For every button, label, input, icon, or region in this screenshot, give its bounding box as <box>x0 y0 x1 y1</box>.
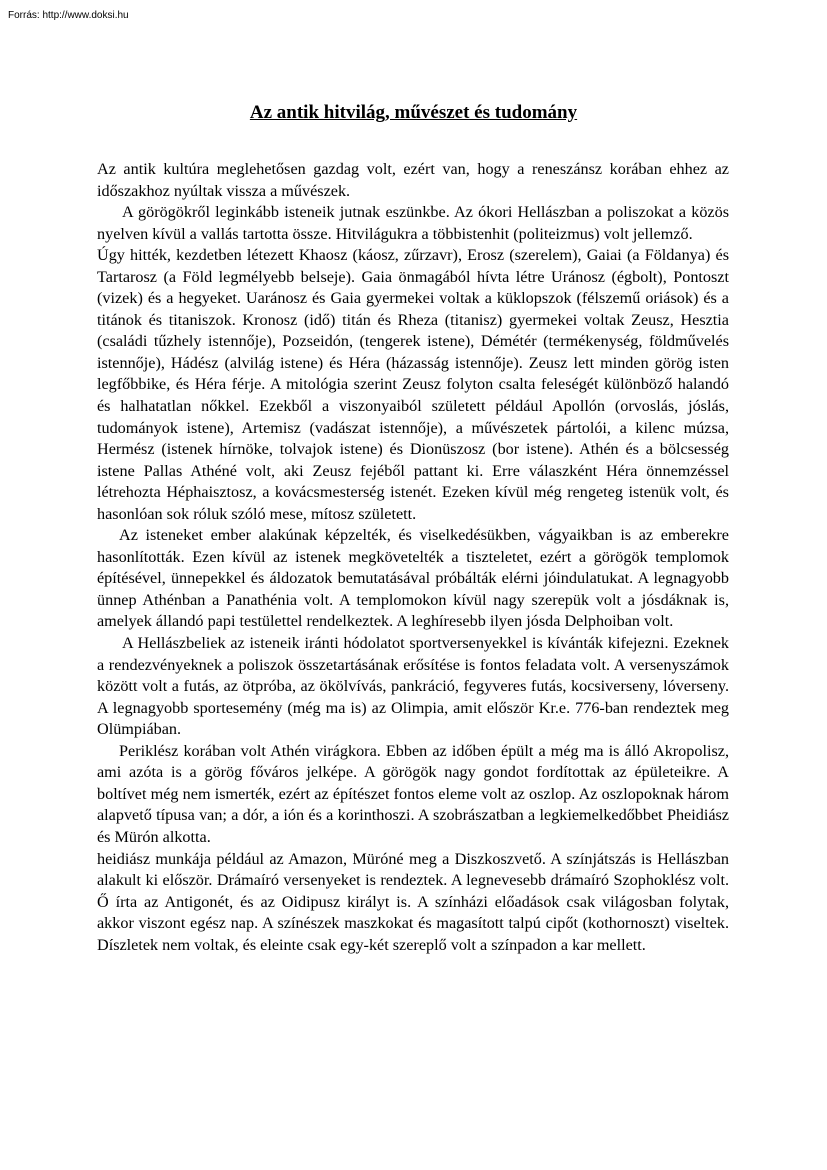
paragraph-theatre: heidiász munkája például az Amazon, Müróné meg a Diszkoszvető. A színjátszás is Hellászban alakult ki először. Drámaíró versenyeket is rendeztek. A legnevesebb drámaíró Szophoklész volt. Ő írta az Antigonét, és az Oidipusz királyt is. A színházi előadások csak világosban folytak, akkor viszont egész nap. A színészek maszkokat és magasított talpú cipőt (kothornoszt) viseltek. Díszletek nem voltak, és eleinte csak egy-két szereplő volt a színpadon a kar mellett. <box>97 849 729 954</box>
paragraph-architecture: Periklész korában volt Athén virágkora. Ebben az időben épült a még ma is álló Akropolisz, ami azóta is a görög főváros jelképe. A görögök nagy gondot fordítottak az épületeikre. A boltívet még nem ismerték, ezért az építészet fontos eleme volt az oszlop. Az oszlopoknak három alapvető típusa van; a dór, a ión és a korinthoszi. A szobrászatban a legkiemelkedőbbet Pheidiász és Mürón alkotta. <box>97 741 729 846</box>
paragraph-mythology: Úgy hitték, kezdetben létezett Khaosz (káosz, zűrzavr), Erosz (szerelem), Gaiai (a Földanya) és Tartarosz (a Föld legmélyebb belseje). Gaia önmagából hívta létre Uránosz (égbolt), Pontoszt (vizek) és a hegyeket. Uaránosz és Gaia gyermekei voltak a küklopszok (félszemű oriások) és a titánok és titaniszok. Kronosz (idő) titán és Rheza (titanisz) gyermekei voltak Zeusz, Hesztia (családi tűzhely istennője), Pozseidón, (tengerek istene), Démétér (termékenység, földművelés istennője), Hádész (alvilág istene) és Héra (házasság istennője). Zeusz lett minden görög isten legfőbbike, és Héra férje. A mitológia szerint Zeusz folyton csalta feleségét különböző halandó és halhatatlan nőkkel. Ezekből a viszonyaiból született például Apollón (orvoslás, jóslás, tudományok istene), Artemisz (vadászat istennője), a művészetek pártolói, a kilenc múzsa, Hermész (istenek hírnöke, tolvajok istene) és Dionüszosz (bor istene). Athén és a bölcsesség istene Pallas Athéné volt, aki Zeusz fejéből pattant ki. Erre válaszként Héra önnemzéssel létrehozta Héphaisztosz, a kovácsmesterség istenét. Ezeken kívül még rengeteg istenük volt, és hasonlóan sok róluk szóló mese, mítosz született. <box>97 246 729 523</box>
source-label: Forrás: http://www.doksi.hu <box>8 10 129 21</box>
paragraph-worship: Az isteneket ember alakúnak képzelték, és viselkedésükben, vágyaikban is az emberekre hasonlították. Ezen kívül az istenek megkövetelték a tiszteletet, ezért a görögök templomok építésével, ünnepekkel és áldozatok bemutatásával próbálták elérni jóindulatukat. A legnagyobb ünnep Athénban a Panathénia volt. A templomokon kívül nagy szerepük volt a jósdáknak is, amelyek állandó papi testülettel rendelkeztek. A leghíresebb ilyen jósda Delphoiban volt. <box>97 526 729 631</box>
page-title: Az antik hitvilág, művészet és tudomány <box>249 102 578 123</box>
paragraph-sports: A Hellászbeliek az isteneik iránti hódolatot sportversenyekkel is kívánták kifejezni. Ezeknek a rendezvényeknek a poliszok összetartásának erősítése is fontos feladata volt. A versenyszámok között volt a futás, az ötpróba, az ökölvívás, pankráció, fegyveres futás, kocsiverseny, lóverseny. A legnagyobb sportesemény (még ma is) az Olimpia, amit először Kr.e. 776-ban rendeztek meg Olümpiában. <box>97 634 729 739</box>
document-body <box>97 159 729 956</box>
paragraph-gods: A görögökről leginkább isteneik jutnak eszünkbe. Az ókori Hellászban a poliszokat a közös nyelven kívül a vallás tartotta össze. Hitvilágukra a többistenhit (politeizmus) volt jellemző. <box>97 203 729 243</box>
paragraph-intro: Az antik kultúra meglehetősen gazdag volt, ezért van, hogy a reneszánsz korában ehhez az időszakhoz nyúltak vissza a művészek. <box>97 160 729 200</box>
